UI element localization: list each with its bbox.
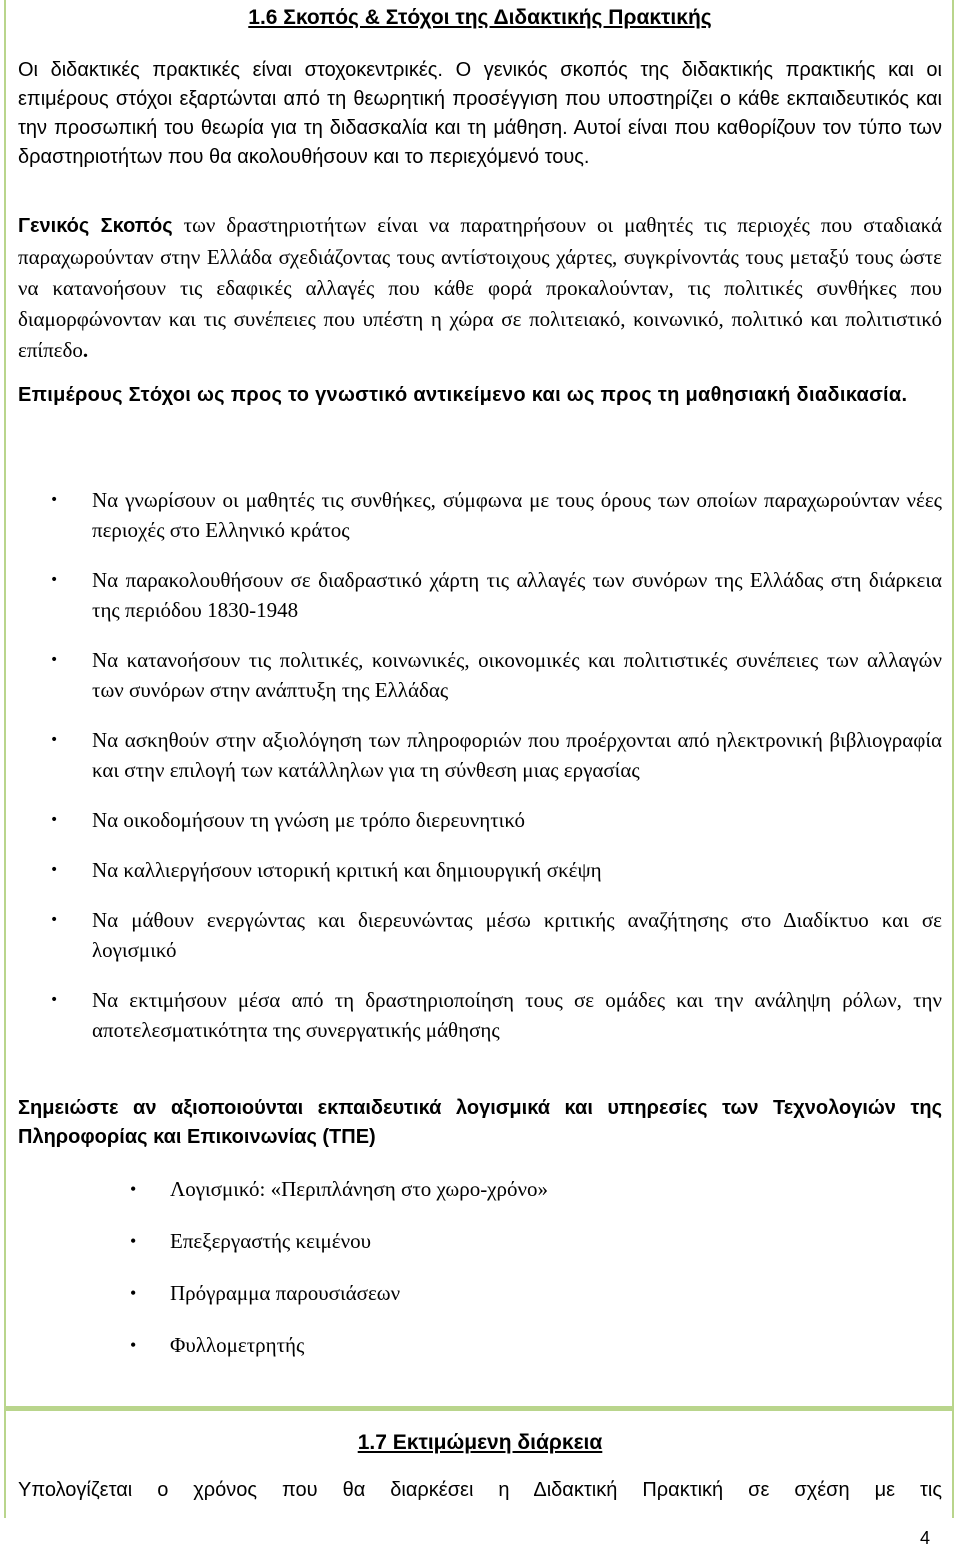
list-item: • Να καλλιεργήσουν ιστορική κριτική και δημιουργική σκέψη bbox=[50, 855, 942, 885]
objectives-heading: Επιμέρους Στόχοι ως προς το γνωστικό αντικείμενο και ως προς τη μαθησιακή διαδικασία. bbox=[18, 384, 908, 406]
list-item: • Να οικοδομήσουν τη γνώση με τρόπο διερευνητικό bbox=[50, 805, 942, 835]
list-item: • Λογισμικό: «Περιπλάνηση στο χωρο-χρόνο» bbox=[130, 1174, 830, 1226]
general-goal-lead: Γενικός Σκοπός bbox=[18, 215, 173, 237]
list-item: • Πρόγραμμα παρουσιάσεων bbox=[130, 1278, 830, 1330]
list-item: • Να κατανοήσουν τις πολιτικές, κοινωνικές, οικονομικές και πολιτιστικές συνέπειες των αλλαγών των συνόρων στην ανάπτυξη της Ελλάδας bbox=[50, 645, 942, 705]
page-number: 4 bbox=[919, 1528, 930, 1548]
duration-paragraph: Υπολογίζεται ο χρόνος που θα διαρκέσει η Διδακτική Πρακτική σε σχέση με τις bbox=[18, 1479, 942, 1501]
general-goal-text: των δραστηριοτήτων είναι να παρατηρήσουν οι μαθητές τις περιοχές που σταδιακά παραχωρούνταν στην Ελλάδα σχεδιάζοντας τους αντίστοιχους χάρτες, συγκρίνοντάς τους μεταξύ τους ώστε να κατανοήσουν τις εδαφικές αλλαγές που κάθε φορά προκαλούνταν, τις πολιτικές συνθήκες που διαμορφώνονταν και τις συνέπειες που υπέστη η χώρα σε πολιτειακό, κοινωνικό, πολιτικό και πολιτιστικό επίπεδο bbox=[18, 213, 943, 362]
bullet-icon: • bbox=[50, 652, 59, 668]
list-item: • Να μάθουν ενεργώντας και διερευνώντας μέσω κριτικής αναζήτησης στο Διαδίκτυο και σε λογισμικό bbox=[50, 905, 942, 965]
bullet-icon: • bbox=[50, 492, 59, 508]
bullet-icon: • bbox=[50, 572, 59, 588]
objectives-list bbox=[50, 485, 942, 1045]
list-item: • Να παρακολουθήσουν σε διαδραστικό χάρτη τις αλλαγές των συνόρων της Ελλάδας στη διάρκεια της περιόδου 1830-1948 bbox=[50, 565, 942, 625]
general-goal-end: . bbox=[82, 338, 89, 362]
bullet-icon: • bbox=[50, 862, 59, 878]
list-item: • Να ασκηθούν στην αξιολόγηση των πληροφοριών που προέρχονται από ηλεκτρονική βιβλιογραφία και στην επιλογή των κατάλληλων για τη σύνθεση μιας εργασίας bbox=[50, 725, 942, 785]
list-item: • Να γνωρίσουν οι μαθητές τις συνθήκες, σύμφωνα με τους όρους των οποίων παραχωρούνταν νέες περιοχές στο Ελληνικό κράτος bbox=[50, 485, 942, 545]
general-goal-paragraph bbox=[18, 210, 942, 366]
bullet-icon: • bbox=[50, 732, 59, 748]
list-item: • Να εκτιμήσουν μέσα από τη δραστηριοποίηση τους σε ομάδες και την ανάληψη ρόλων, την αποτελεσματικότητα της συνεργατικής μάθησης bbox=[50, 985, 942, 1045]
list-item: • Επεξεργαστής κειμένου bbox=[130, 1226, 830, 1278]
list-item: • Φυλλομετρητής bbox=[130, 1330, 830, 1382]
tools-list bbox=[130, 1174, 830, 1382]
bullet-icon: • bbox=[50, 812, 59, 828]
bullet-icon: • bbox=[130, 1283, 137, 1303]
section-title-16: 1.6 Σκοπός & Στόχοι της Διδακτικής Πρακτικής bbox=[248, 6, 712, 29]
bullet-icon: • bbox=[130, 1179, 137, 1199]
bullet-icon: • bbox=[130, 1335, 137, 1355]
section-title-17: 1.7 Εκτιμώμενη διάρκεια bbox=[357, 1431, 603, 1454]
ict-note: Σημειώστε αν αξιοποιούνται εκπαιδευτικά λογισμικά και υπηρεσίες των Τεχνολογιών της Πληροφορίας και Επικοινωνίας (ΤΠΕ) bbox=[18, 1097, 942, 1148]
intro-paragraph: Οι διδακτικές πρακτικές είναι στοχοκεντρικές. Ο γενικός σκοπός της διδακτικής πρακτικής και οι επιμέρους στόχοι εξαρτώνται από τη θεωρητική προσέγγιση που υποστηρίζει ο κάθε εκπαιδευτικός και την προσωπική του θεωρία για τη διδασκαλία και τη μάθηση. Αυτοί είναι που καθορίζουν τον τύπο των δραστηριοτήτων που θα ακολουθήσουν και το περιεχόμενό τους. bbox=[18, 59, 942, 168]
bullet-icon: • bbox=[130, 1231, 137, 1251]
bullet-icon: • bbox=[50, 992, 59, 1008]
bullet-icon: • bbox=[50, 912, 59, 928]
